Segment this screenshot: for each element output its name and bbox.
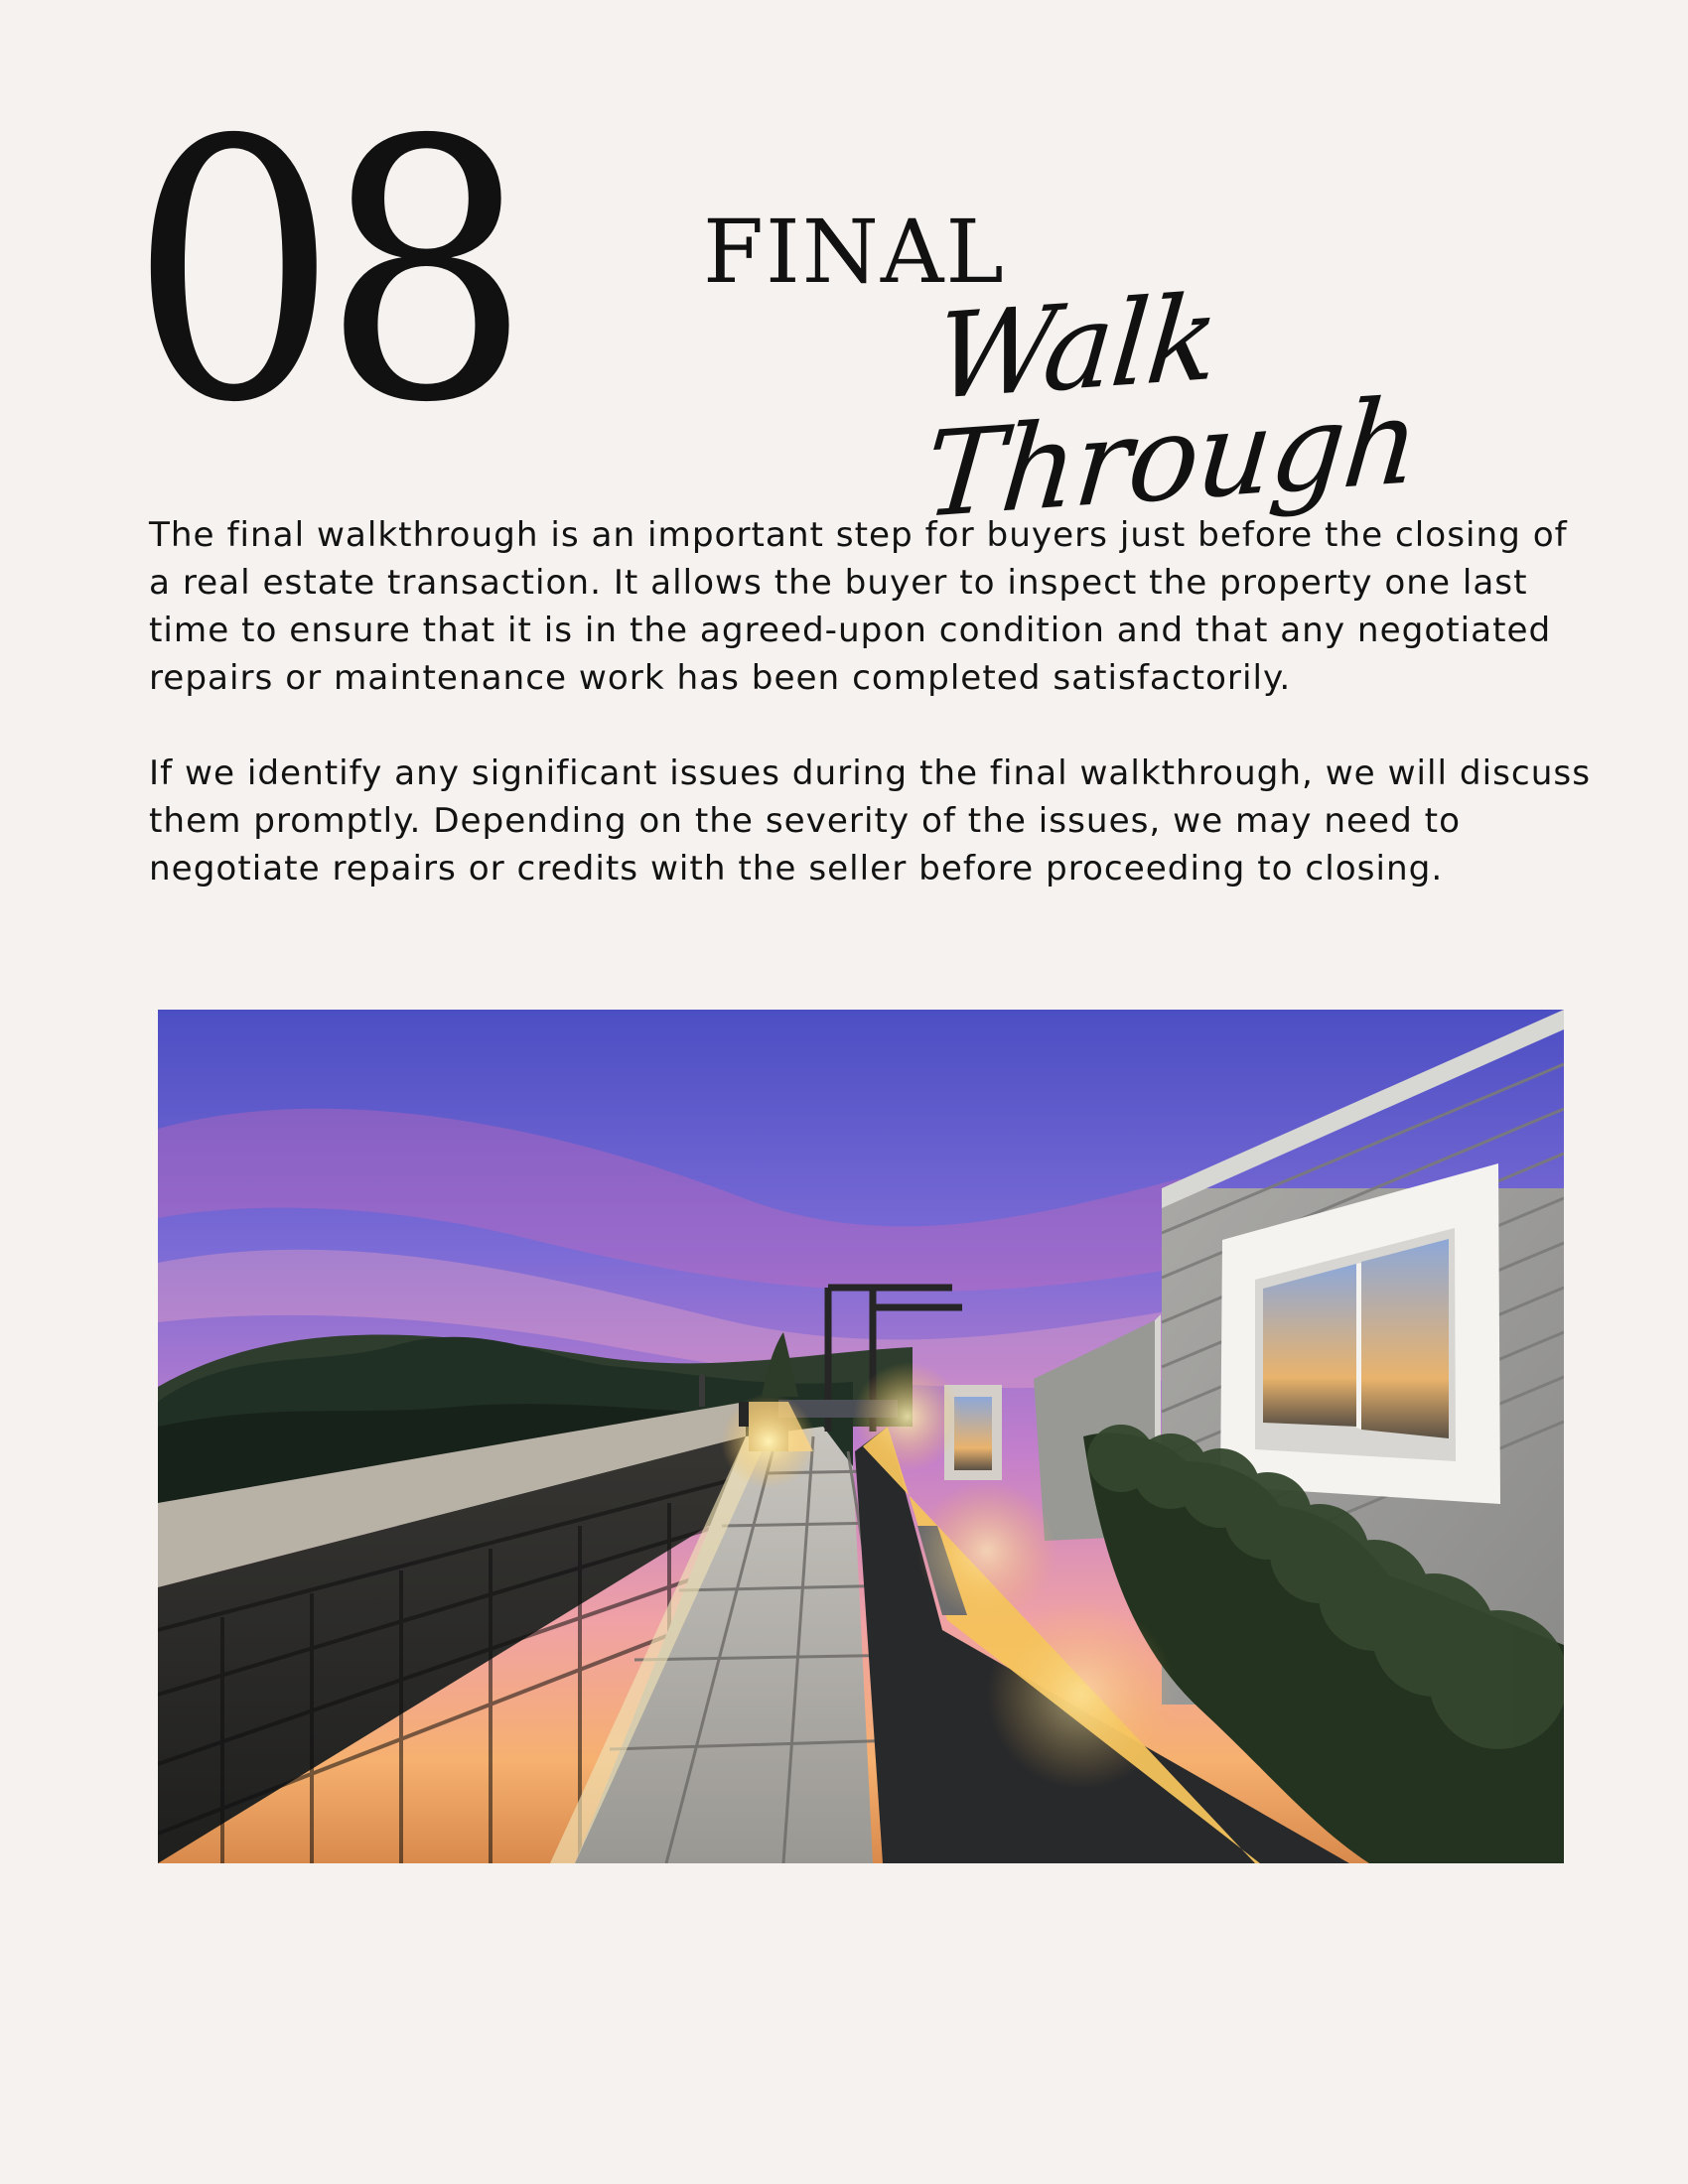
body-paragraph-1: The final walkthrough is an important step for buyers just before the closing of a real estate transaction. It allows the buyer to inspect the property one last time to ensure that it is in the agreed-upon condition and that any negotiated repairs or maintenance work has been completed satisfactorily. — [149, 515, 1568, 698]
body-copy — [149, 511, 1594, 940]
section-kicker: FINAL — [703, 201, 1006, 303]
rooftop-terrace-photo — [158, 1010, 1564, 1863]
body-paragraph-2: If we identify any significant issues during the final walkthrough, we will discuss them promptly. Depending on the severity of the issues, we may need to negotiate repairs or credits with the seller before proceeding to closing. — [149, 753, 1592, 888]
rooftop-terrace-illustration — [158, 1010, 1564, 1863]
section-script-title: Walk Through — [919, 268, 1423, 545]
section-number: 08 — [129, 65, 515, 480]
